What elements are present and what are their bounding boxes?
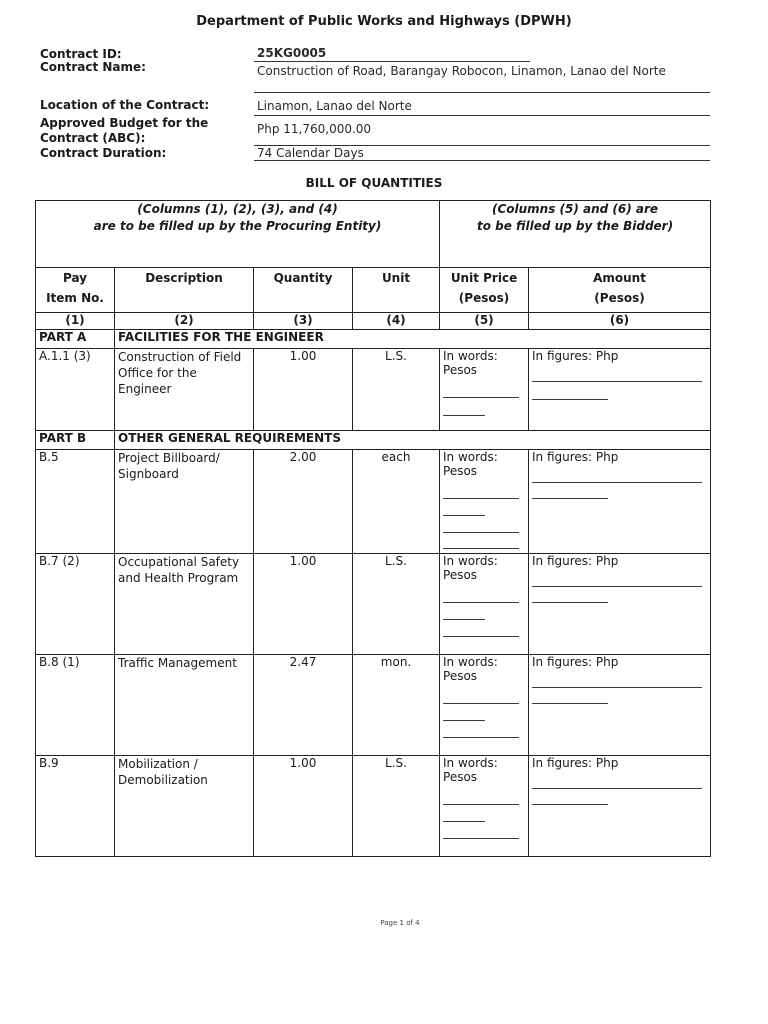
- unit-price-words-cell[interactable]: [440, 756, 529, 857]
- contract-name-label: Contract Name:: [40, 60, 146, 74]
- pesos-label: Pesos: [443, 363, 478, 377]
- fill-line: [532, 586, 702, 587]
- fill-line: [443, 498, 519, 499]
- contract-id-value: 25KG0005: [257, 46, 327, 60]
- in-words-label: In words:: [443, 554, 498, 568]
- pesos-label: Pesos: [443, 669, 478, 683]
- contract-id-label: Contract ID:: [40, 47, 122, 61]
- item-unit: mon.: [353, 655, 440, 756]
- header-amount: Amount (Pesos): [529, 268, 711, 313]
- fill-line: [443, 619, 485, 620]
- contract-name-value: Construction of Road, Barangay Robocon, Linamon, Lanao del Norte: [257, 64, 666, 78]
- in-words-label: In words:: [443, 756, 498, 770]
- table-row: [36, 349, 711, 431]
- part-a-row: [36, 330, 711, 349]
- duration-value: 74 Calendar Days: [257, 146, 364, 160]
- fill-line: [532, 381, 702, 382]
- fill-line: [443, 821, 485, 822]
- amount-figures-cell[interactable]: [529, 450, 711, 554]
- procuring-entity-note: (Columns (1), (2), (3), and (4) are to be filled up by the Procuring Entity): [36, 201, 440, 268]
- header-quantity: Quantity: [254, 268, 353, 313]
- header-unit-price: Unit Price (Pesos): [440, 268, 529, 313]
- in-figures-label: In figures: Php: [532, 554, 619, 568]
- col-number-2: (2): [115, 313, 254, 330]
- amount-figures-cell[interactable]: [529, 554, 711, 655]
- agency-title: Department of Public Works and Highways (DPWH): [196, 14, 572, 29]
- unit-price-words-cell[interactable]: [440, 655, 529, 756]
- bidder-note: (Columns (5) and (6) are to be filled up by the Bidder): [440, 201, 711, 268]
- fill-line: [532, 687, 702, 688]
- item-unit: L.S.: [353, 756, 440, 857]
- in-words-label: In words:: [443, 349, 498, 363]
- item-description: Mobilization / Demobilization: [115, 756, 254, 857]
- col-number-6: (6): [529, 313, 711, 330]
- item-unit: L.S.: [353, 349, 440, 431]
- fill-line: [443, 804, 519, 805]
- abc-label-line1: Approved Budget for the: [40, 116, 209, 130]
- fill-line: [443, 515, 485, 516]
- item-description: Construction of Field Office for the Engineer: [115, 349, 254, 431]
- fill-line: [532, 498, 608, 499]
- fill-line: [443, 737, 519, 738]
- item-description: Project Billboard/ Signboard: [115, 450, 254, 554]
- item-quantity: 2.00: [254, 450, 353, 554]
- pesos-label: Pesos: [443, 568, 478, 582]
- item-quantity: 1.00: [254, 349, 353, 431]
- fill-line: [532, 804, 608, 805]
- pay-item-no: B.7 (2): [36, 554, 115, 655]
- item-quantity: 1.00: [254, 756, 353, 857]
- part-b-row: [36, 431, 711, 450]
- fill-line: [532, 703, 608, 704]
- table-row: [36, 756, 711, 857]
- in-figures-label: In figures: Php: [532, 756, 619, 770]
- fill-line: [532, 602, 608, 603]
- fill-line: [443, 636, 519, 637]
- fill-line: [443, 532, 519, 533]
- unit-price-words-cell[interactable]: [440, 349, 529, 431]
- amount-figures-cell[interactable]: [529, 655, 711, 756]
- fill-line: [532, 482, 702, 483]
- header-unit: Unit: [353, 268, 440, 313]
- item-unit: each: [353, 450, 440, 554]
- header-description: Description: [115, 268, 254, 313]
- in-figures-label: In figures: Php: [532, 655, 619, 669]
- col-number-1: (1): [36, 313, 115, 330]
- pesos-label: Pesos: [443, 464, 478, 478]
- unit-price-words-cell[interactable]: [440, 554, 529, 655]
- duration-label: Contract Duration:: [40, 146, 167, 160]
- fill-line: [443, 703, 519, 704]
- abc-label-line2: Contract (ABC):: [40, 131, 146, 145]
- location-underline: [254, 115, 710, 116]
- location-value: Linamon, Lanao del Norte: [257, 99, 412, 113]
- header-pay-item: Pay Item No.: [36, 268, 115, 313]
- pay-item-no: B.9: [36, 756, 115, 857]
- table-row: [36, 450, 711, 554]
- col-number-4: (4): [353, 313, 440, 330]
- table-row: [36, 554, 711, 655]
- table-row: [36, 655, 711, 756]
- col-number-3: (3): [254, 313, 353, 330]
- part-code: PART A: [36, 330, 115, 349]
- boq-title: BILL OF QUANTITIES: [305, 176, 443, 190]
- pesos-label: Pesos: [443, 770, 478, 784]
- pay-item-no: B.8 (1): [36, 655, 115, 756]
- part-title: OTHER GENERAL REQUIREMENTS: [115, 431, 711, 450]
- contract-name-underline: [254, 92, 710, 93]
- in-figures-label: In figures: Php: [532, 349, 619, 363]
- part-title: FACILITIES FOR THE ENGINEER: [115, 330, 711, 349]
- amount-figures-cell[interactable]: [529, 756, 711, 857]
- fill-line: [532, 788, 702, 789]
- fill-line: [532, 399, 608, 400]
- contract-id-underline: [254, 61, 530, 62]
- fill-line: [443, 548, 519, 549]
- item-unit: L.S.: [353, 554, 440, 655]
- col-number-5: (5): [440, 313, 529, 330]
- pay-item-no: B.5: [36, 450, 115, 554]
- location-label: Location of the Contract:: [40, 98, 210, 112]
- abc-value: Php 11,760,000.00: [257, 122, 372, 136]
- item-quantity: 2.47: [254, 655, 353, 756]
- item-description: Traffic Management: [115, 655, 254, 756]
- fill-line: [443, 415, 485, 416]
- amount-figures-cell[interactable]: [529, 349, 711, 431]
- in-words-label: In words:: [443, 655, 498, 669]
- part-code: PART B: [36, 431, 115, 450]
- duration-underline: [254, 160, 710, 161]
- page-number: Page 1 of 4: [380, 919, 420, 927]
- fill-line: [443, 720, 485, 721]
- pay-item-no: A.1.1 (3): [36, 349, 115, 431]
- fill-line: [443, 602, 519, 603]
- bill-of-quantities-table: [35, 200, 711, 857]
- in-figures-label: In figures: Php: [532, 450, 619, 464]
- in-words-label: In words:: [443, 450, 498, 464]
- item-description: Occupational Safety and Health Program: [115, 554, 254, 655]
- unit-price-words-cell[interactable]: [440, 450, 529, 554]
- fill-line: [443, 838, 519, 839]
- item-quantity: 1.00: [254, 554, 353, 655]
- fill-line: [443, 397, 519, 398]
